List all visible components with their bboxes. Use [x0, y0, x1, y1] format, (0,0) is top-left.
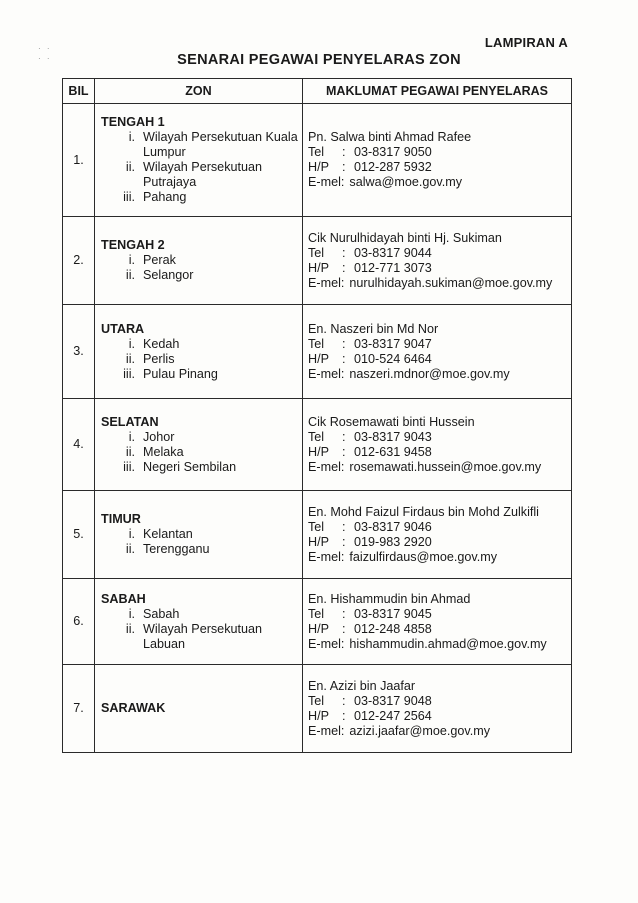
state-name: Negeri Sembilan	[143, 459, 237, 474]
hp-number: 019-983 2920	[354, 534, 432, 549]
state-number: ii.	[125, 268, 135, 282]
state-name: Perlis	[143, 351, 175, 366]
zone-cell	[95, 217, 303, 305]
zone-name: SABAH	[101, 591, 146, 606]
hp-number: 012-287 5932	[354, 160, 432, 174]
officer-name: En. Hishammudin bin Ahmad	[308, 591, 471, 606]
email-line	[308, 637, 571, 652]
tel-line	[308, 337, 571, 352]
hp-label: H/P	[308, 444, 329, 459]
officer-name: Pn. Salwa binti Ahmad Rafee	[308, 130, 472, 144]
tel-colon: :	[342, 145, 346, 159]
hp-line	[308, 261, 571, 276]
state-name: Selangor	[143, 268, 194, 282]
officer-name: Cik Rosemawati binti Hussein	[308, 414, 475, 429]
state-name: Wilayah Persekutuan Kuala Lumpur	[143, 130, 298, 159]
email-address: hishammudin.ahmad@moe.gov.my	[349, 636, 547, 651]
hp-colon: :	[342, 444, 346, 459]
row-number: 7.	[63, 665, 95, 753]
column-header-bil: BIL	[63, 79, 95, 104]
email-label: E-mel:	[308, 723, 345, 738]
email-line	[308, 460, 571, 475]
state-number: i.	[128, 527, 135, 541]
hp-line	[308, 352, 571, 367]
email-label: E-mel:	[308, 459, 345, 474]
hp-colon: :	[342, 534, 346, 549]
tel-line	[308, 246, 571, 261]
email-address: nurulhidayah.sukiman@moe.gov.my	[349, 275, 553, 290]
state-number: ii.	[125, 542, 135, 556]
zone-cell	[95, 305, 303, 399]
state-item	[101, 130, 302, 160]
table-header-row	[63, 79, 572, 104]
state-name: Kedah	[143, 336, 180, 351]
column-header-zon: ZON	[95, 79, 303, 104]
tel-number: 03-8317 9047	[354, 336, 432, 351]
state-name: Kelantan	[143, 527, 193, 541]
tel-label: Tel	[308, 336, 325, 351]
zone-name: TENGAH 2	[101, 238, 165, 252]
officer-info-cell	[303, 104, 572, 217]
state-item	[101, 190, 302, 205]
state-item	[101, 607, 302, 622]
tel-colon: :	[342, 429, 346, 444]
state-name: Pahang	[143, 190, 187, 204]
table-row	[63, 217, 572, 305]
hp-number: 012-631 9458	[354, 444, 432, 459]
officer-name: Cik Nurulhidayah binti Hj. Sukiman	[308, 230, 502, 245]
tel-line	[308, 607, 571, 622]
state-number: ii.	[125, 621, 135, 636]
zone-name: TIMUR	[101, 512, 141, 526]
tel-colon: :	[342, 336, 346, 351]
tel-label: Tel	[308, 519, 325, 534]
tel-label: Tel	[308, 606, 325, 621]
state-item	[101, 367, 302, 382]
state-number: ii.	[125, 351, 135, 366]
officer-name: En. Mohd Faizul Firdaus bin Mohd Zulkifli	[308, 504, 539, 519]
state-number: ii.	[125, 444, 135, 459]
tel-label: Tel	[308, 693, 325, 708]
table-row	[63, 665, 572, 753]
zone-cell	[95, 399, 303, 491]
state-item	[101, 445, 302, 460]
state-name: Johor	[143, 429, 175, 444]
state-name: Wilayah Persekutuan Labuan	[143, 621, 263, 651]
row-number: 5.	[63, 491, 95, 579]
officer-info-cell	[303, 399, 572, 491]
state-number: i.	[128, 429, 135, 444]
tel-colon: :	[342, 519, 346, 534]
row-number: 1.	[63, 104, 95, 217]
tel-number: 03-8317 9048	[354, 693, 432, 708]
row-number: 2.	[63, 217, 95, 305]
tel-number: 03-8317 9046	[354, 519, 432, 534]
zone-name: UTARA	[101, 321, 145, 336]
hp-line	[308, 709, 571, 724]
hp-colon: :	[342, 621, 346, 636]
officer-info-cell	[303, 217, 572, 305]
tel-label: Tel	[308, 245, 325, 260]
tel-colon: :	[342, 693, 346, 708]
state-number: iii.	[123, 190, 135, 204]
email-line	[308, 550, 571, 565]
state-name: Melaka	[143, 444, 184, 459]
email-line	[308, 276, 571, 291]
email-label: E-mel:	[308, 366, 345, 381]
row-number: 4.	[63, 399, 95, 491]
state-name: Pulau Pinang	[143, 366, 218, 381]
table-row	[63, 305, 572, 399]
hp-label: H/P	[308, 534, 329, 549]
email-label: E-mel:	[308, 175, 345, 189]
email-address: rosemawati.hussein@moe.gov.my	[349, 459, 542, 474]
tel-colon: :	[342, 606, 346, 621]
zone-cell	[95, 104, 303, 217]
officer-info-cell	[303, 305, 572, 399]
zone-cell	[95, 665, 303, 753]
email-line	[308, 175, 571, 190]
state-item	[101, 542, 302, 557]
hp-line	[308, 535, 571, 550]
scan-speck-marks: · · · ·	[38, 44, 52, 63]
state-number: i.	[128, 336, 135, 351]
tel-number: 03-8317 9043	[354, 429, 432, 444]
state-name: Terengganu	[143, 542, 210, 556]
email-address: azizi.jaafar@moe.gov.my	[349, 723, 491, 738]
hp-colon: :	[342, 351, 346, 366]
state-item	[101, 352, 302, 367]
tel-label: Tel	[308, 145, 325, 159]
hp-line	[308, 160, 571, 175]
hp-line	[308, 622, 571, 637]
hp-label: H/P	[308, 621, 329, 636]
row-number: 3.	[63, 305, 95, 399]
email-label: E-mel:	[308, 636, 345, 651]
state-number: i.	[128, 606, 135, 621]
tel-number: 03-8317 9050	[354, 145, 432, 159]
zone-name: SARAWAK	[101, 701, 166, 715]
email-line	[308, 367, 571, 382]
tel-line	[308, 430, 571, 445]
officer-info-cell	[303, 665, 572, 753]
appendix-label: LAMPIRAN A	[484, 35, 568, 50]
coordinator-table	[62, 78, 572, 753]
state-item	[101, 622, 302, 652]
state-number: i.	[128, 130, 135, 144]
hp-number: 012-771 3073	[354, 260, 432, 275]
table-row	[63, 579, 572, 665]
hp-number: 012-248 4858	[354, 621, 432, 636]
state-number: ii.	[125, 160, 135, 174]
tel-number: 03-8317 9045	[354, 606, 432, 621]
hp-colon: :	[342, 160, 346, 174]
email-address: naszeri.mdnor@moe.gov.my	[349, 366, 510, 381]
zone-cell	[95, 491, 303, 579]
hp-colon: :	[342, 260, 346, 275]
email-label: E-mel:	[308, 549, 345, 564]
email-line	[308, 724, 571, 739]
state-number: iii.	[123, 459, 135, 474]
state-item	[101, 337, 302, 352]
row-number: 6.	[63, 579, 95, 665]
state-name: Perak	[143, 253, 176, 267]
officer-name: En. Naszeri bin Md Nor	[308, 321, 439, 336]
state-name: Wilayah Persekutuan Putrajaya	[143, 160, 263, 189]
state-item	[101, 160, 302, 190]
table-row	[63, 104, 572, 217]
tel-line	[308, 145, 571, 160]
state-item	[101, 268, 302, 283]
zone-cell	[95, 579, 303, 665]
tel-colon: :	[342, 245, 346, 260]
email-address: salwa@moe.gov.my	[349, 175, 463, 189]
hp-label: H/P	[308, 260, 329, 275]
hp-line	[308, 445, 571, 460]
hp-colon: :	[342, 708, 346, 723]
officer-info-cell	[303, 491, 572, 579]
column-header-maklumat: MAKLUMAT PEGAWAI PENYELARAS	[303, 79, 572, 104]
zone-name: TENGAH 1	[101, 115, 165, 129]
zone-name: SELATAN	[101, 414, 159, 429]
email-label: E-mel:	[308, 275, 345, 290]
hp-number: 010-524 6464	[354, 351, 432, 366]
hp-number: 012-247 2564	[354, 708, 432, 723]
state-item	[101, 253, 302, 268]
state-item	[101, 460, 302, 475]
email-address: faizulfirdaus@moe.gov.my	[349, 549, 498, 564]
tel-number: 03-8317 9044	[354, 245, 432, 260]
tel-line	[308, 520, 571, 535]
hp-label: H/P	[308, 160, 329, 174]
tel-label: Tel	[308, 429, 325, 444]
officer-name: En. Azizi bin Jaafar	[308, 678, 416, 693]
state-number: i.	[128, 253, 135, 267]
state-number: iii.	[123, 366, 135, 381]
tel-line	[308, 694, 571, 709]
hp-label: H/P	[308, 351, 329, 366]
table-row	[63, 399, 572, 491]
officer-info-cell	[303, 579, 572, 665]
state-item	[101, 527, 302, 542]
hp-label: H/P	[308, 708, 329, 723]
state-name: Sabah	[143, 606, 180, 621]
table-row	[63, 491, 572, 579]
page-title: SENARAI PEGAWAI PENYELARAS ZON	[177, 52, 461, 68]
state-item	[101, 430, 302, 445]
